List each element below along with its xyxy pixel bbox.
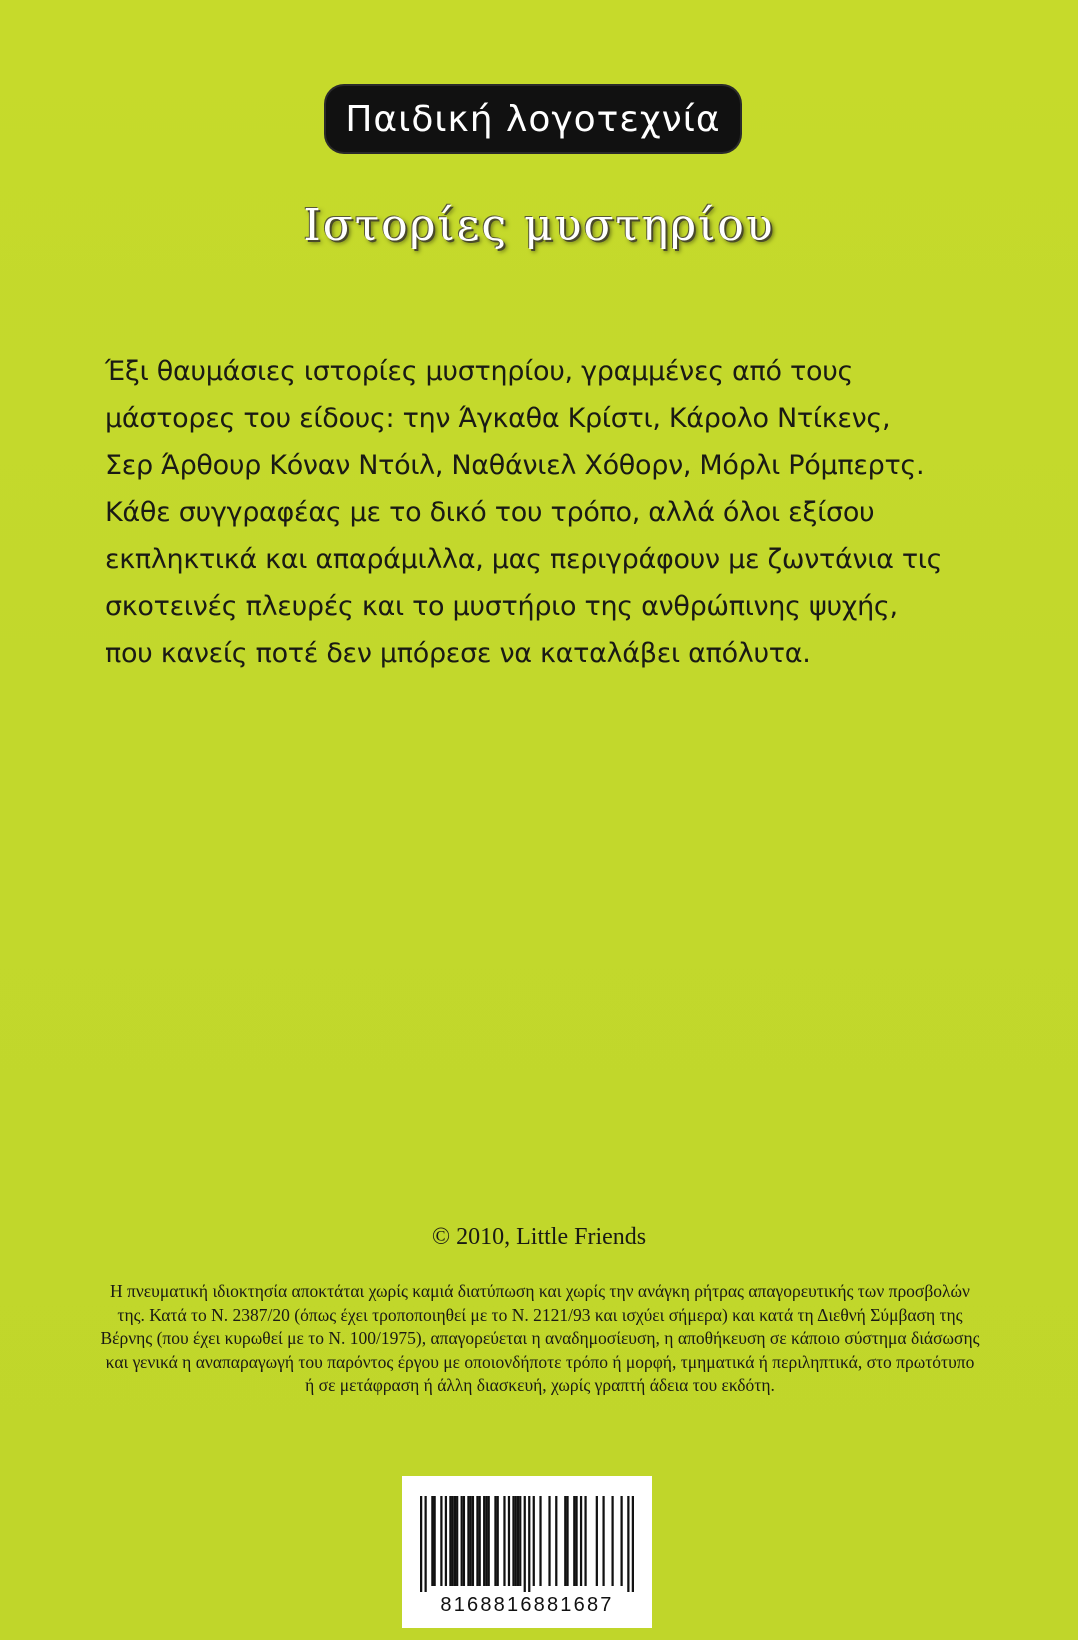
barcode-bar bbox=[517, 1496, 519, 1586]
barcode-bar bbox=[620, 1496, 622, 1586]
series-title: Ιστορίες μυστηρίου bbox=[303, 200, 775, 251]
category-badge bbox=[326, 86, 740, 152]
barcode-bar bbox=[454, 1496, 456, 1586]
barcode-bar bbox=[548, 1496, 550, 1586]
barcode-bar bbox=[555, 1496, 557, 1586]
barcode-bars bbox=[420, 1496, 634, 1592]
barcode-bar bbox=[632, 1496, 634, 1592]
blurb-text: Έξι θαυμάσιες ιστορίες μυστηρίου, γραμμένες από τους μάστορες του είδους: την Άγκαθα Κρίστι, Κάρολο Ντίκενς, Σερ Άρθουρ Κόναν Ντόιλ, Ναθάνιελ Χόθορν, Μόρλι Ρόμπερτς. Κάθε συγγραφέας με το δικό του τρόπο, αλλά όλοι εξίσου εκπληκτικά και απαράμιλλα, μας περιγράφουν με ζωντάνια τις σκοτεινές πλευρές και το μυστήριο της ανθρώπινης ψυχής, που κανείς ποτέ δεν μπόρεσε να καταλάβει απόλυτα. bbox=[105, 356, 943, 669]
barcode-bar bbox=[452, 1496, 454, 1586]
barcode-bar bbox=[524, 1496, 526, 1592]
barcode-bar bbox=[627, 1496, 629, 1592]
barcode-bar bbox=[470, 1496, 472, 1586]
barcode-bar bbox=[512, 1496, 514, 1586]
barcode-bar bbox=[431, 1496, 433, 1586]
barcode-bar bbox=[476, 1496, 478, 1586]
barcode-bar bbox=[472, 1496, 474, 1586]
barcode-bar bbox=[508, 1496, 510, 1586]
barcode-bar bbox=[503, 1496, 505, 1586]
barcode-bar bbox=[449, 1496, 451, 1586]
barcode-bar bbox=[494, 1496, 496, 1586]
barcode-bar bbox=[420, 1496, 422, 1592]
barcode-bar bbox=[611, 1496, 613, 1586]
barcode-bar bbox=[515, 1496, 517, 1586]
barcode-bar bbox=[425, 1496, 427, 1592]
category-label: Παιδική λογοτεχνία bbox=[345, 98, 721, 140]
legal-notice: Η πνευματική ιδιοκτησία αποκτάται χωρίς καμιά διατύπωση και χωρίς την ανάγκη ρήτρας απαγορευτικής των προσβολών της. Κατά το Ν. 2387/20 (όπως έχει τροποποιηθεί με το Ν. 2121/93 και ισχύει σήμερα) και κατά τη Διεθνή Σύμβαση της Βέρνης (που έχει κυρωθεί με το Ν. 100/1975), απαγορεύεται η αναδημοσίευση, η αποθήκευση σε κάποιο σύστημα διάσωσης και γενικά η αναπαραγωγή του παρόντος έργου με οποιονδήποτε τρόπο ή μορφή, τμηματικά ή περιληπτικά, στο πρωτότυπο ή σε μετάφραση ή άλλη διασκευή, χωρίς γραπτή άδεια του εκδότη. bbox=[100, 1281, 980, 1395]
barcode-bar bbox=[479, 1496, 481, 1586]
barcode-bar bbox=[580, 1496, 582, 1586]
barcode-bar bbox=[564, 1496, 566, 1586]
barcode-bar bbox=[463, 1496, 465, 1586]
barcode-bar bbox=[575, 1496, 577, 1586]
barcode-bar bbox=[519, 1496, 521, 1586]
barcode-bar bbox=[584, 1496, 586, 1586]
barcode-number: 8168816881687 bbox=[440, 1594, 614, 1616]
barcode-bar bbox=[488, 1496, 490, 1586]
barcode-bar bbox=[497, 1496, 499, 1586]
barcode-bar bbox=[467, 1496, 469, 1586]
barcode-bar bbox=[445, 1496, 447, 1586]
barcode-bar bbox=[566, 1496, 568, 1586]
barcode-bar bbox=[539, 1496, 541, 1586]
barcode-bar bbox=[533, 1496, 535, 1586]
barcode-bar bbox=[440, 1496, 442, 1586]
barcode-bar bbox=[461, 1496, 463, 1586]
barcode bbox=[402, 1476, 652, 1628]
copyright-line: © 2010, Little Friends bbox=[431, 1224, 647, 1250]
barcode-bar bbox=[485, 1496, 487, 1586]
barcode-bar bbox=[434, 1496, 436, 1586]
barcode-bar bbox=[602, 1496, 604, 1586]
barcode-bar bbox=[596, 1496, 598, 1586]
barcode-bar bbox=[528, 1496, 530, 1592]
barcode-bar bbox=[456, 1496, 458, 1586]
barcode-bar bbox=[483, 1496, 485, 1586]
barcode-bar bbox=[573, 1496, 575, 1586]
